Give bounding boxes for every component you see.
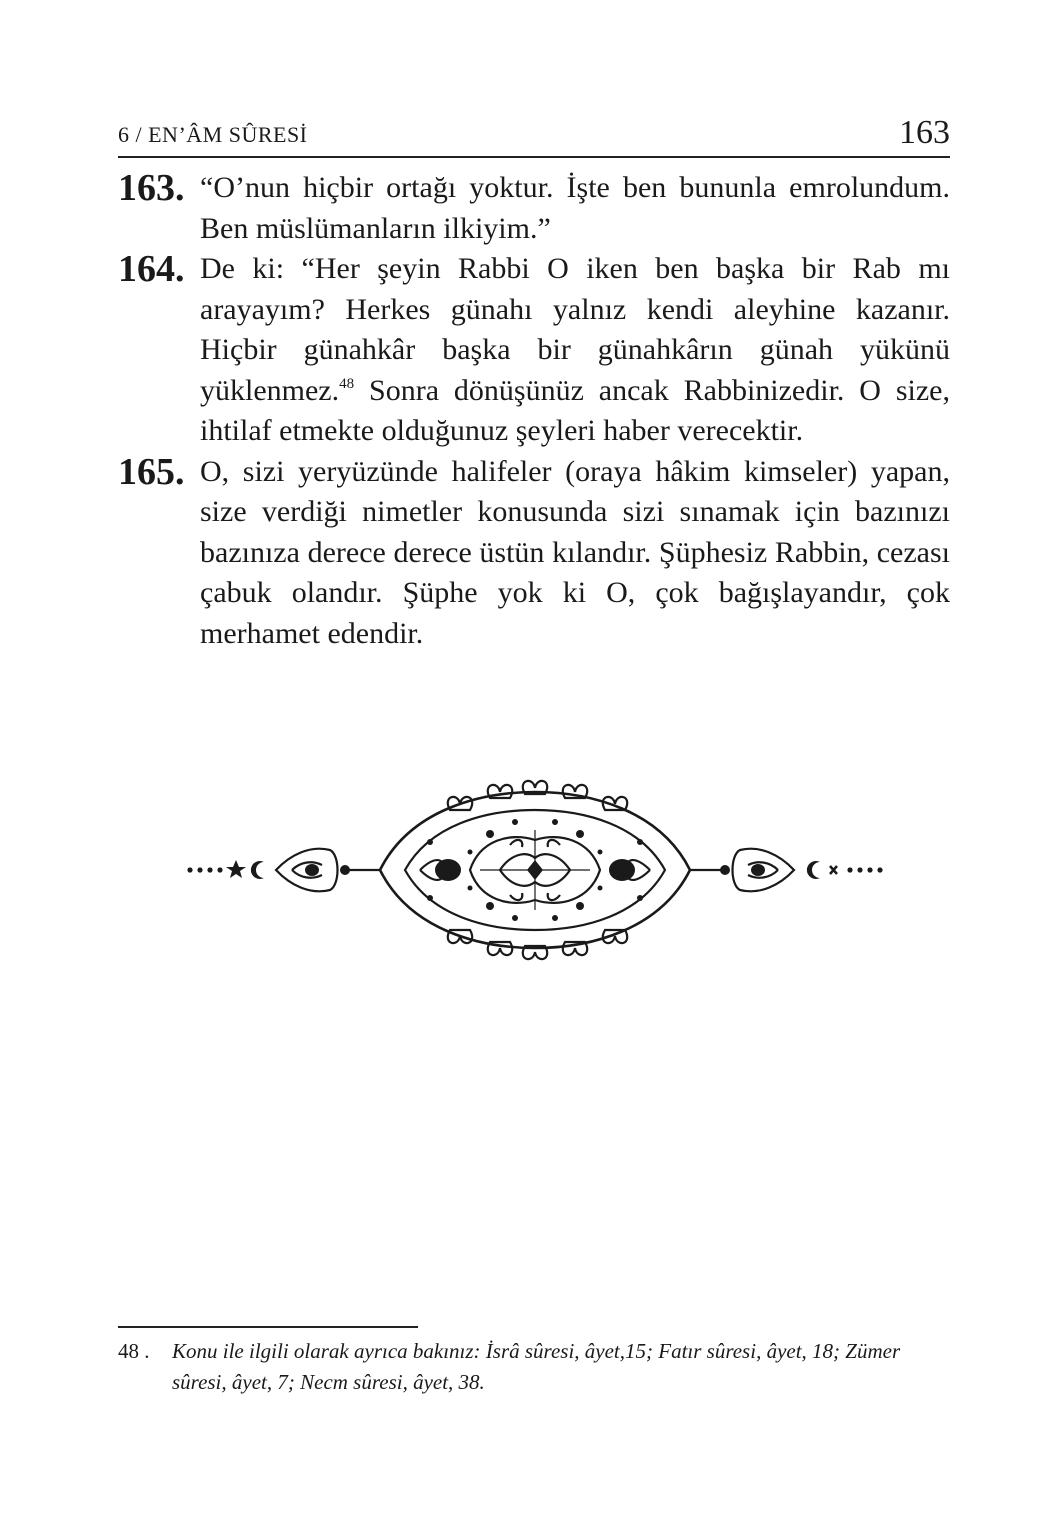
page-number: 163 [899,114,950,151]
footnote-text-line1: Konu ile ilgili olarak ayrıca bakınız: İsrâ sûresi, âyet,15; Fatır sûresi, âyet, 18; Zümer [172,1339,901,1363]
verse-165 [118,452,950,655]
page-header [118,112,950,158]
verse-164 [118,249,950,452]
footnote-text-line2: sûresi, âyet, 7; Necm sûresi, âyet, 38. [172,1370,485,1394]
verse-number: 164. [118,248,185,290]
verse-text: “O’nun hiçbir ortağı yoktur. İşte ben bununla emrolundum. Ben müslümanların ilkiyim.” [200,171,950,245]
verse-163 [118,168,950,249]
footnote-number: 48 . [118,1339,150,1363]
verse-text [200,249,950,452]
footnote-48 [118,1336,950,1398]
verse-number: 165. [118,450,185,493]
verse-list [118,168,950,654]
floral-ornament-icon [180,770,890,970]
footnote-reference[interactable]: 48 [339,375,355,392]
verse-text-part: Sonra dönüşünüz ancak Rabbinizedir. O size, ihtilaf etmekte olduğunuz şeyleri haber verecektir. [200,373,950,447]
footnote-divider [118,1326,418,1328]
running-head: 6 / EN’ÂM SÛRESİ [118,122,308,147]
verse-text-part: De ki: “Her şeyin Rabbi O iken ben başka bir Rab mı arayayım? Herkes günahı yalnız kendi aleyhine kazanır. Hiçbir günahkâr başka bir günahkârın günah yükünü yüklenmez. [200,252,950,407]
verse-text: O, sizi yeryüzünde halifeler (oraya hâkim kimseler) yapan, size verdiği nimetler konusunda sizi sınamak için bazınızı bazınıza derece derece üstün kılandır. Şüphesiz Rabbin, cezası çabuk olandır. Şüphe yok ki O, çok bağışlayandır, çok merhamet edendir. [200,454,950,650]
verse-number: 163. [118,167,185,209]
